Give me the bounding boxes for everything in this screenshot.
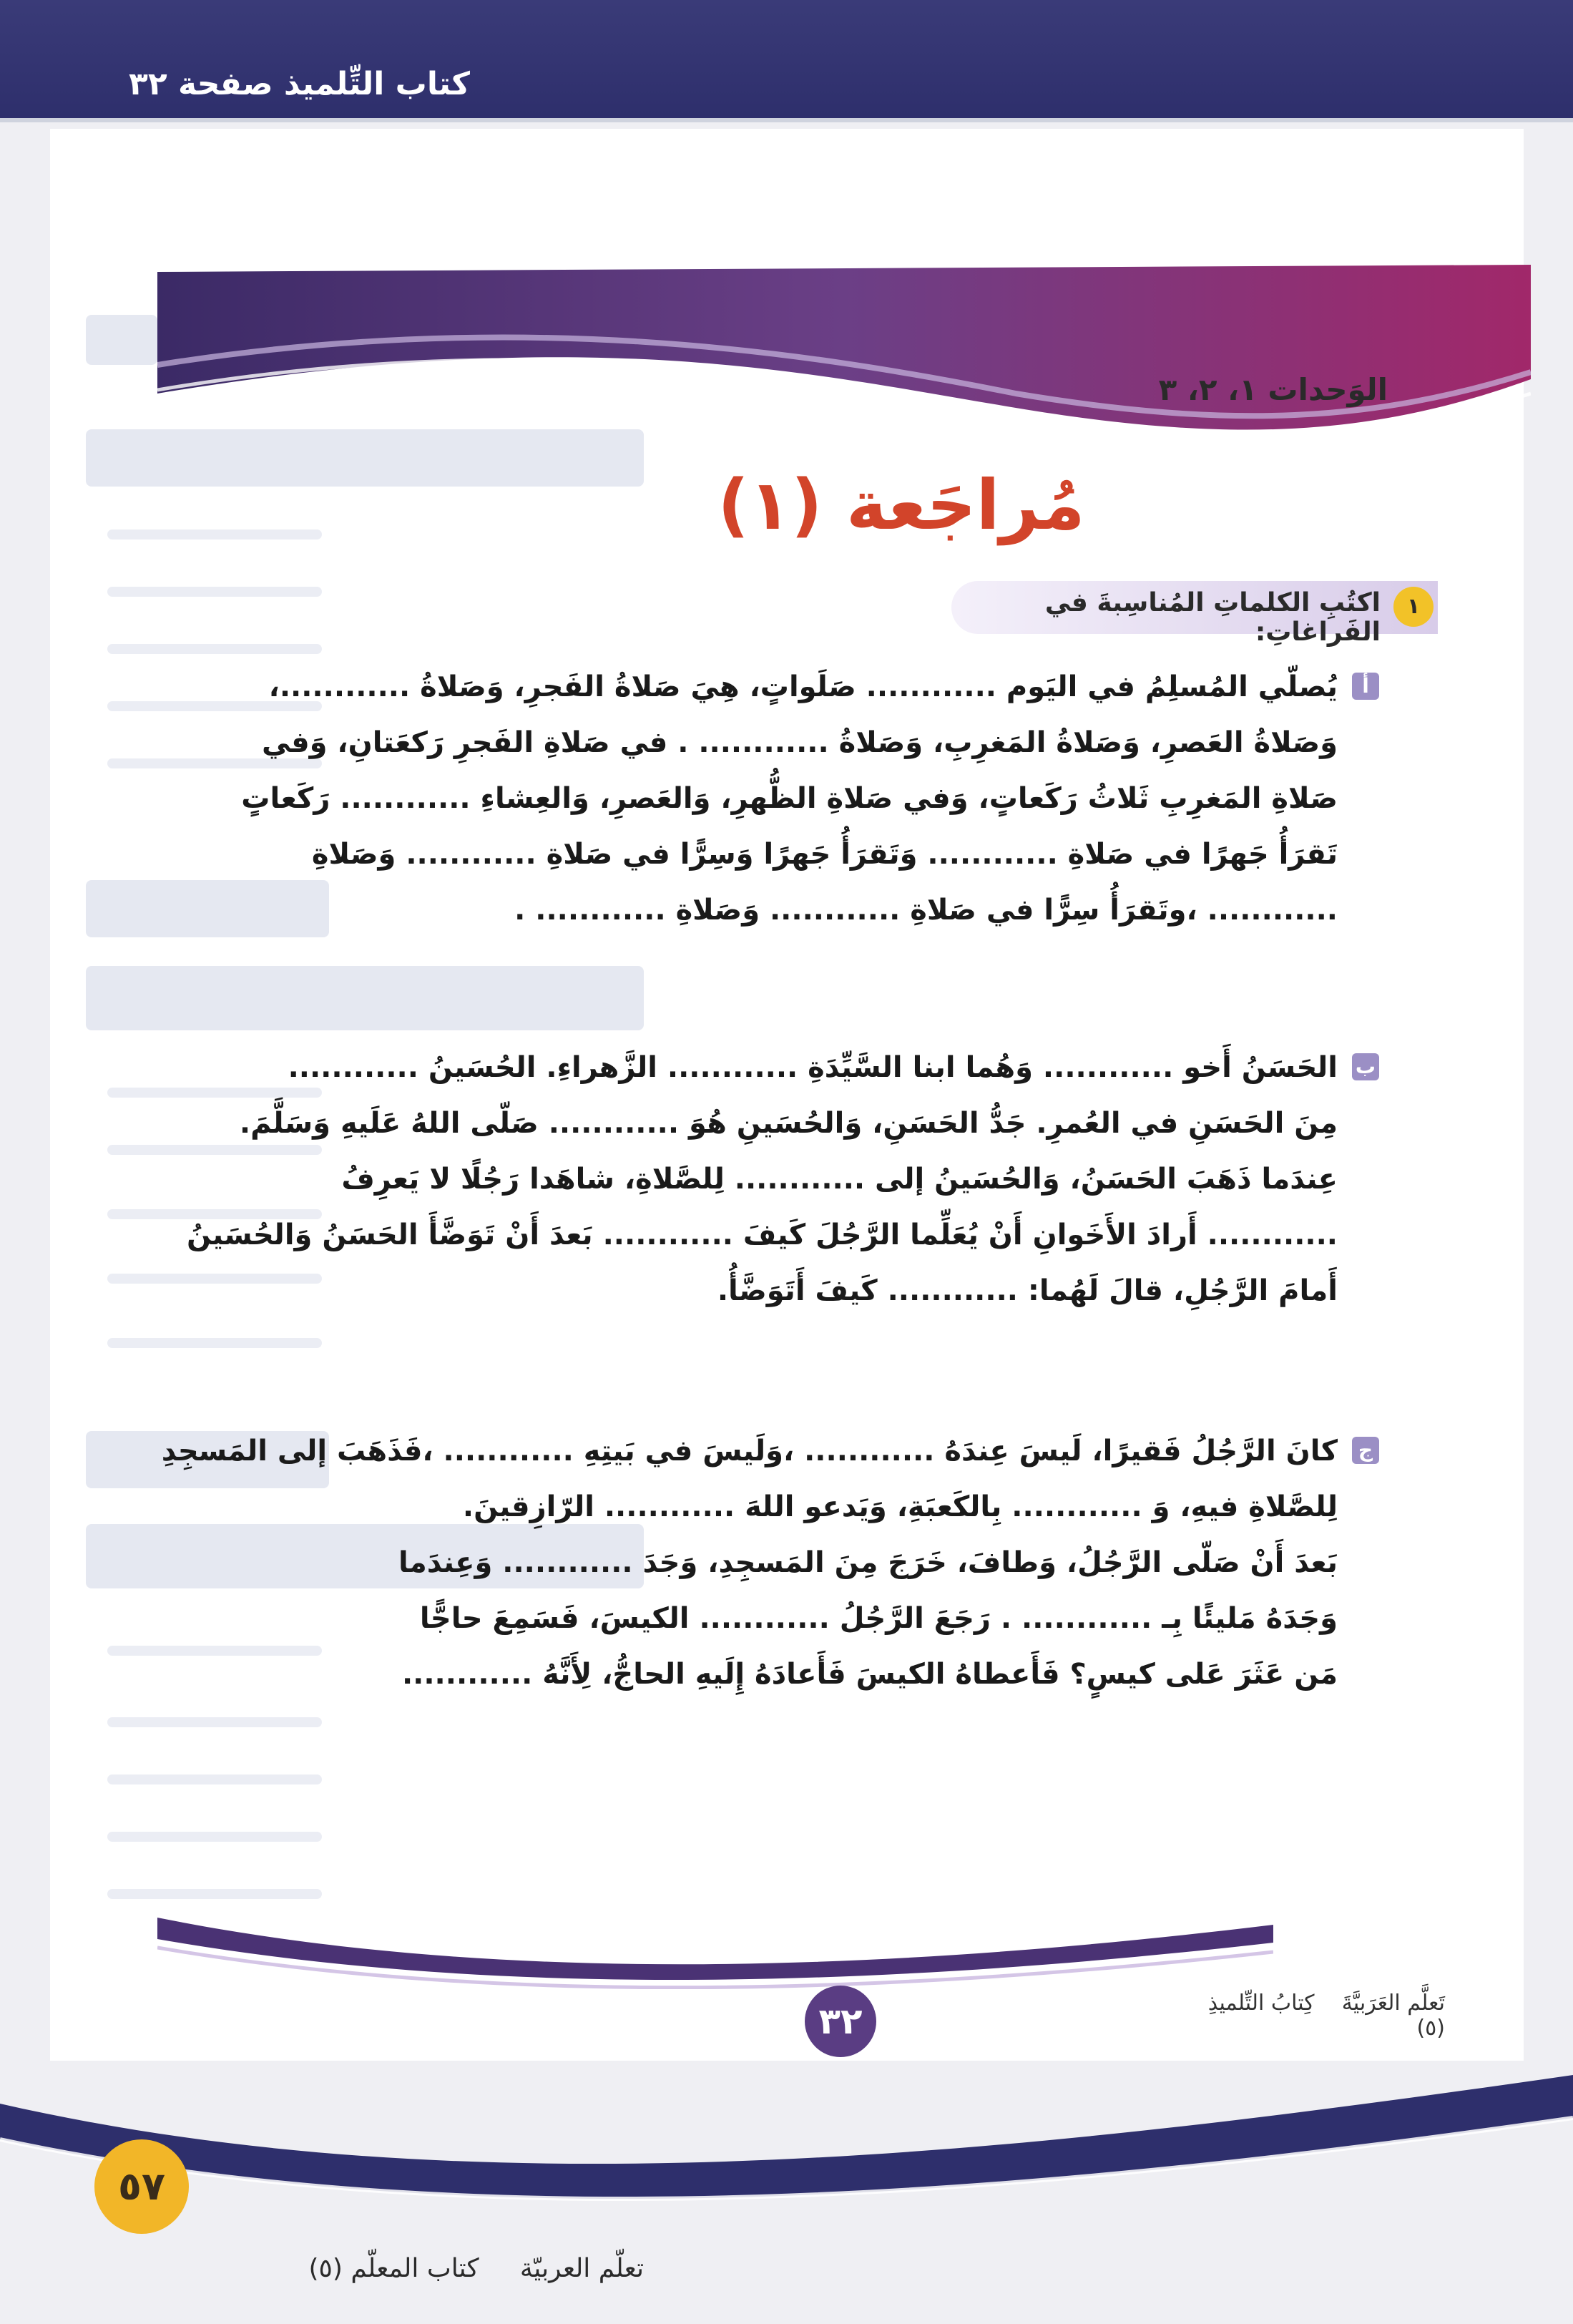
section-b-line: مِنَ الحَسَنِ في العُمرِ. جَدُّ الحَسَنِ، وَالحُسَينِ هُوَ ............ صَلّى اللهُ عَلَيهِ وَسَلَّمَ. <box>239 1107 1338 1140</box>
section-a-line: صَلاةِ المَغرِبِ ثَلاثُ رَكَعاتٍ، وَفي صَلاةِ الظُّهرِ، وَالعَصرِ، وَالعِشاءِ ............ رَكَعاتٍ <box>241 782 1338 815</box>
teacher-header <box>0 0 1573 122</box>
footer-book-name: تَعلَّم العَرَبيَّةَ <box>1341 1991 1445 2016</box>
teacher-header-title: كتاب التِّلميذ صفحة ٣٢ <box>129 66 470 102</box>
section-b-line: ............ أَرادَ الأَخَوانِ أَنْ يُعَلِّما الرَّجُلَ كَيفَ ............ بَعدَ أَنْ تَوَضَّأَ الحَسَنُ وَالحُسَينُ <box>186 1219 1338 1251</box>
teacher-book-name: تعلّم العربيّة <box>519 2254 644 2283</box>
section-c-line: وَجَدَهُ مَليئًا بِـ ............ . رَجَعَ الرَّجُلُ ............ الكيسَ، فَسَمِعَ حاجًّا <box>419 1602 1338 1635</box>
ghost-line <box>107 644 322 654</box>
section-a-line: وَصَلاةُ العَصرِ، وَصَلاةُ المَغرِبِ، وَصَلاةُ ............ . في صَلاةِ الفَجرِ رَكعَتانِ، وَفي <box>261 726 1338 759</box>
section-a-line: تَقرَأُ جَهرًا في صَلاةِ ............ وَتَقرَأُ جَهرًا وَسِرًّا في صَلاةِ ............ وَصَلاةِ <box>311 838 1338 871</box>
header-wave-banner <box>157 265 1531 451</box>
teacher-book-info <box>272 2254 644 2283</box>
ghost-line <box>107 529 322 540</box>
ghost-line <box>107 587 322 597</box>
instruction-number-badge: ١ <box>1393 587 1434 627</box>
teacher-book-part: كتاب المعلّم (٥) <box>308 2254 479 2283</box>
section-b-line: عِندَما ذَهَبَ الحَسَنُ، وَالحُسَينُ إلى ............ لِلصَّلاةِ، شاهَدا رَجُلًا لا يَعرِفُ <box>341 1163 1338 1196</box>
bottom-wave <box>0 2061 1573 2324</box>
section-c-badge: ج <box>1352 1437 1379 1464</box>
footer-book-part: كِتابُ التِّلميذِ (٥) <box>1207 1991 1445 2041</box>
section-c-line: مَن عَثَرَ عَلى كيسٍ؟ فَأَعطاهُ الكيسَ فَأَعادَهُ إِلَيهِ الحاجُّ، لِأَنَّهُ ............ <box>401 1658 1338 1691</box>
section-a-badge: أ <box>1352 673 1379 700</box>
ghost-block <box>86 966 644 1030</box>
ghost-line <box>107 1338 322 1348</box>
ghost-block <box>86 880 329 937</box>
ghost-line <box>107 1646 322 1656</box>
ghost-line <box>107 1274 322 1284</box>
footer-wave <box>157 1903 1273 1989</box>
student-page-number: ٣٢ <box>805 1986 876 2057</box>
instruction-text: اكتُبِ الكلماتِ المُناسِبةَ في الفَراغاتِ: <box>1044 588 1381 647</box>
ghost-block <box>86 315 157 365</box>
ghost-line <box>107 1889 322 1899</box>
page-title: مُراجَعة (١) <box>717 465 1085 545</box>
section-c-line: كانَ الرَّجُلُ فَقيرًا، لَيسَ عِندَهُ ............ ،وَلَيسَ في بَيتِهِ ............ ،فَذَهَبَ إلى المَسجِدِ <box>161 1435 1338 1468</box>
section-a-line: ............ ،وتَقرَأُ سِرًّا في صَلاةِ ............ وَصَلاةِ ............ . <box>514 894 1338 927</box>
section-c-line: بَعدَ أَنْ صَلّى الرَّجُلُ، وَطافَ، خَرَجَ مِنَ المَسجِدِ، وَجَدَ ............ وَعِندَما <box>398 1546 1338 1579</box>
footer-book-info <box>1187 1991 1445 2041</box>
ghost-line <box>107 1774 322 1784</box>
section-b-badge: ب <box>1352 1053 1379 1080</box>
ghost-line <box>107 1832 322 1842</box>
teacher-page-number: ٥٧ <box>94 2139 189 2234</box>
section-b-line: الحَسَنُ أَخو ............ وَهُما ابنا السَّيِّدَةِ ............ الزَّهراءِ. الحُسَينُ ............ <box>288 1051 1338 1084</box>
ghost-line <box>107 1717 322 1727</box>
section-b-line: أَمامَ الرَّجُلِ، قالَ لَهُما: ............ كَيفَ أَتَوَضَّأُ. <box>717 1274 1338 1307</box>
section-c-line: لِلصَّلاةِ فيهِ، وَ ............ بِالكَعبَةِ، وَيَدعو اللهَ ............ الرّازِقينَ. <box>462 1490 1338 1523</box>
section-a-line: يُصلّي المُسلِمُ في اليَوم ............ صَلَواتٍ، هِيَ صَلاةُ الفَجرِ، وَصَلاةُ ............، <box>268 670 1338 703</box>
units-label: الوَحدات ١، ٢، ٣ <box>1158 372 1388 407</box>
